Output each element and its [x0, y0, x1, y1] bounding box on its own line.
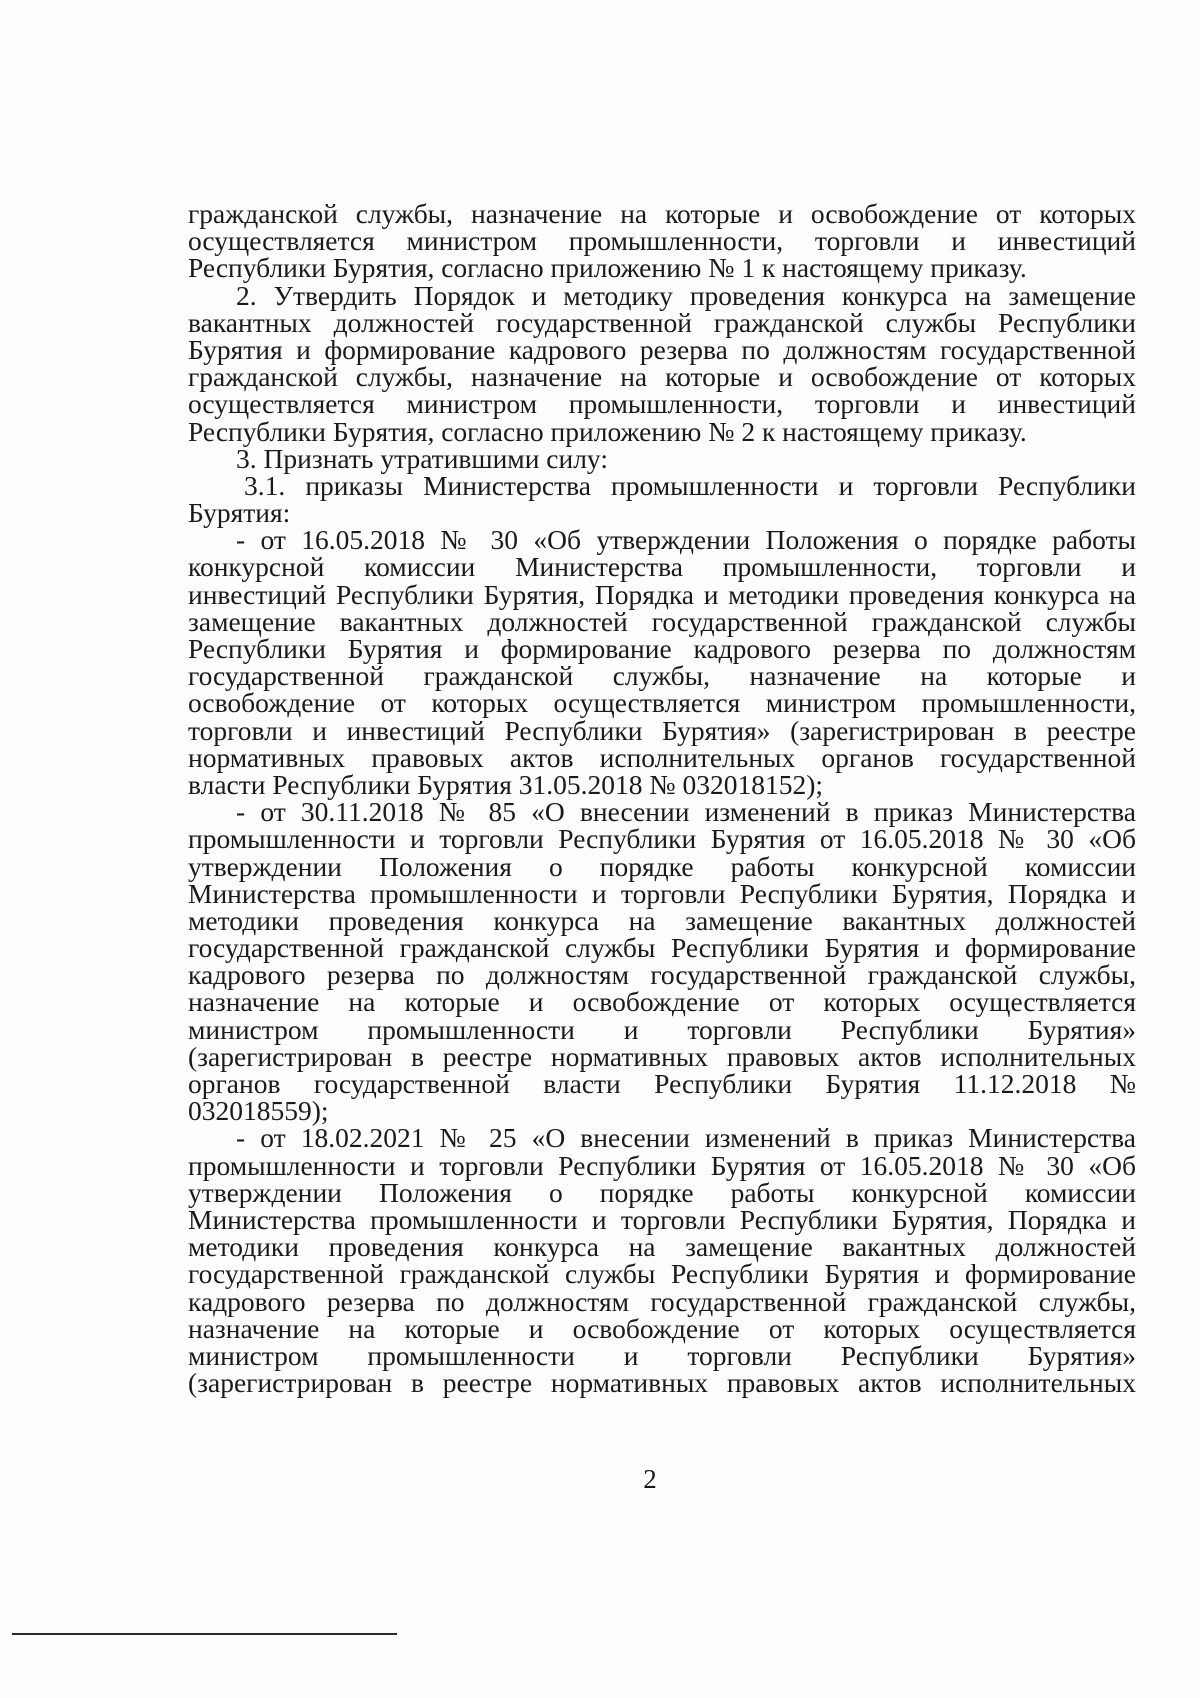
text-line: органов государственной власти Республики Бурятия 11.12.2018 №: [188, 1068, 1136, 1099]
text-line: 3.1. приказы Министерства промышленности и торговли Республики: [244, 469, 1136, 501]
text-line: (зарегистрирован в реестре нормативных правовых актов исполнительных: [188, 1040, 1136, 1072]
text-line: вакантных должностей государственной гражданской службы Республики: [188, 306, 1136, 338]
text-line: методики проведения конкурса на замещение вакантных должностей: [188, 904, 1136, 936]
text-line: государственной гражданской службы Республики Бурятия и формирование: [188, 1258, 1136, 1290]
text-line: гражданской службы, назначение на которые и освобождение от которых: [188, 198, 1136, 229]
text-line: замещение вакантных должностей государственной гражданской службы: [188, 605, 1136, 637]
text-line: - от 18.02.2021 № 25 «О внесении изменений в приказ Министерства: [236, 1122, 1136, 1154]
text-line: 032018559);: [188, 1095, 329, 1127]
text-line: министром промышленности и торговли Республики Бурятия»: [188, 1013, 1136, 1045]
text-line: (зарегистрирован в реестре нормативных правовых актов исполнительных: [188, 1367, 1136, 1399]
text-line: Министерства промышленности и торговли Республики Бурятия, Порядка и: [188, 1203, 1136, 1235]
text-line: Республики Бурятия, согласно приложению № 1 к настоящему приказу.: [188, 252, 1027, 284]
text-line: 3. Признать утратившими силу:: [236, 442, 608, 474]
text-line: кадрового резерва по должностям государственной гражданской службы,: [188, 959, 1136, 991]
text-line: инвестиций Республики Бурятия, Порядка и методики проведения конкурса на: [188, 578, 1136, 610]
text-line: кадрового резерва по должностям государственной гражданской службы,: [188, 1285, 1136, 1317]
text-line: Бурятия и формирование кадрового резерва по должностям государственной: [188, 333, 1136, 365]
text-line: Республики Бурятия и формирование кадрового резерва по должностям: [188, 633, 1136, 664]
text-line: власти Республики Бурятия 31.05.2018 № 032018152);: [188, 768, 823, 800]
footnote-rule: [12, 1633, 397, 1635]
text-line: государственной гражданской службы Республики Бурятия и формирование: [188, 932, 1136, 964]
text-line: министром промышленности и торговли Республики Бурятия»: [188, 1339, 1136, 1371]
text-line: утверждении Положения о порядке работы конкурсной комиссии: [188, 850, 1136, 882]
text-line: утверждении Положения о порядке работы конкурсной комиссии: [188, 1176, 1136, 1208]
text-line: промышленности и торговли Республики Бурятия от 16.05.2018 № 30 «Об: [188, 823, 1136, 855]
text-line: - от 30.11.2018 № 85 «О внесении изменений в приказ Министерства: [236, 796, 1136, 828]
document-body: [188, 198, 1136, 1399]
text-line: освобождение от которых осуществляется министром промышленности,: [188, 687, 1136, 719]
text-line: конкурсной комиссии Министерства промышленности, торговли и: [188, 551, 1136, 583]
text-line: государственной гражданской службы, назначение на которые и: [188, 660, 1136, 692]
text-line: осуществляется министром промышленности, торговли и инвестиций: [188, 388, 1136, 420]
page-number: 2: [643, 1464, 657, 1494]
text-line: Республики Бурятия, согласно приложению № 2 к настоящему приказу.: [188, 415, 1027, 447]
text-line: назначение на которые и освобождение от которых осуществляется: [188, 1312, 1136, 1344]
text-line: нормативных правовых актов исполнительных органов государственной: [188, 741, 1136, 773]
text-line: Бурятия:: [188, 497, 291, 529]
text-line: промышленности и торговли Республики Бурятия от 16.05.2018 № 30 «Об: [188, 1149, 1136, 1181]
text-line: методики проведения конкурса на замещение вакантных должностей: [188, 1231, 1136, 1263]
text-line: - от 16.05.2018 № 30 «Об утверждении Положения о порядке работы: [236, 524, 1136, 556]
text-line: назначение на которые и освобождение от которых осуществляется: [188, 986, 1136, 1018]
text-line: торговли и инвестиций Республики Бурятия» (зарегистрирован в реестре: [188, 714, 1136, 746]
text-line: гражданской службы, назначение на которые и освобождение от которых: [188, 361, 1136, 393]
text-line: Министерства промышленности и торговли Республики Бурятия, Порядка и: [188, 877, 1136, 909]
text-line: 2. Утвердить Порядок и методику проведения конкурса на замещение: [236, 279, 1136, 311]
text-line: осуществляется министром промышленности, торговли и инвестиций: [188, 225, 1136, 257]
